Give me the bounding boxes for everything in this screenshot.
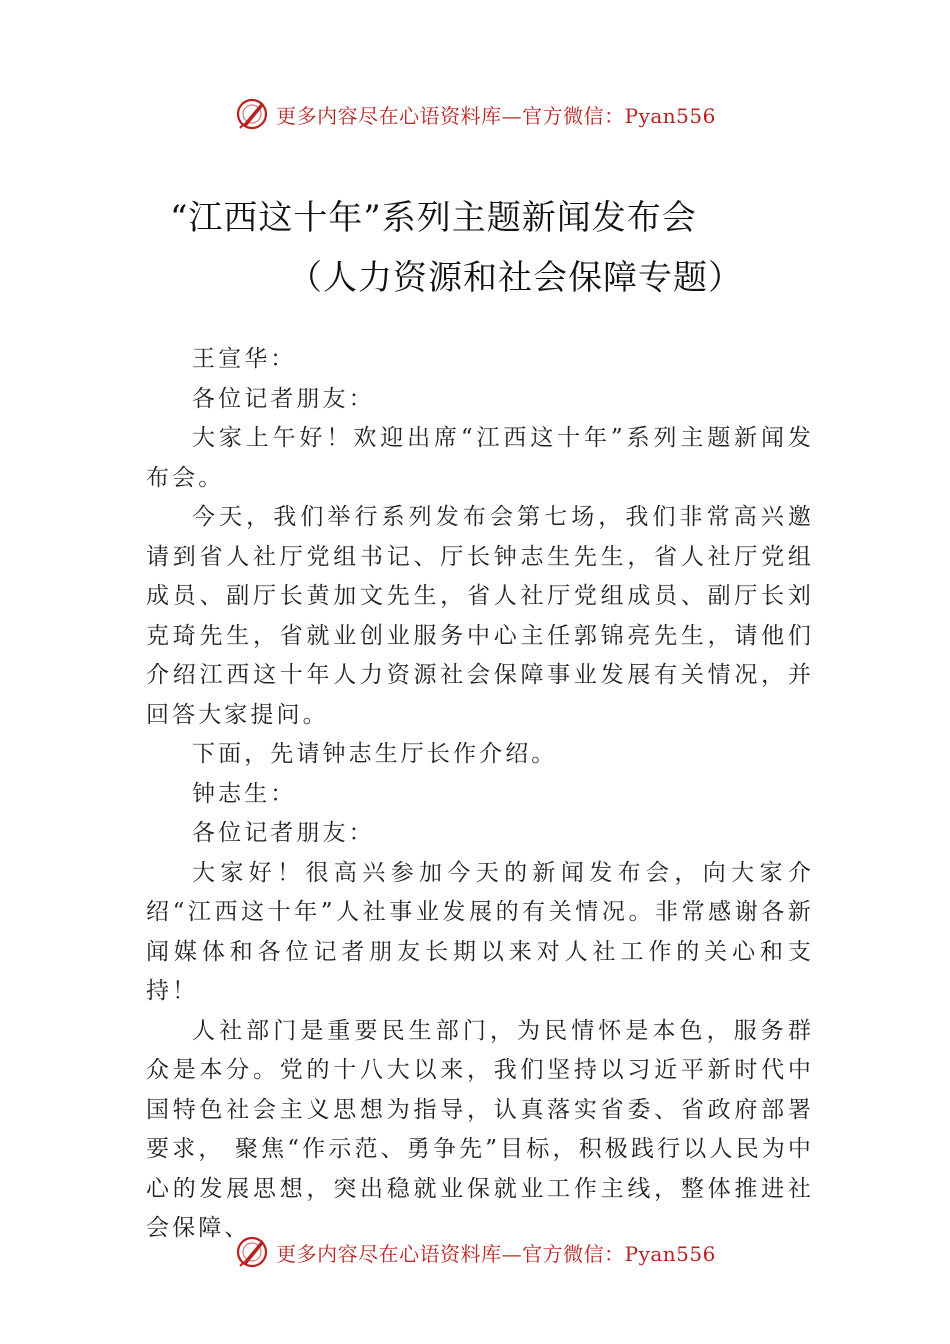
document-subtitle: （人力资源和社会保障专题） (288, 258, 743, 298)
paragraph: 大家上午好！欢迎出席“江西这十年”系列主题新闻发布会。 (146, 425, 814, 491)
header-banner (0, 94, 950, 134)
quill-logo-icon (234, 1234, 270, 1270)
paragraph: 下面，先请钟志生厅长作介绍。 (192, 741, 558, 767)
paragraph: 大家好！很高兴参加今天的新闻发布会，向大家介绍“江西这十年”人社事业发展的有关情况。非常感谢各新闻媒体和各位记者朋友长期以来对人社工作的关心和支持！ (146, 859, 814, 1004)
salutation: 各位记者朋友： (192, 820, 375, 846)
banner-text: 更多内容尽在心语资料库—官方微信：Pyan556 (276, 1241, 716, 1266)
document-body (146, 340, 814, 1249)
quill-logo-icon (234, 96, 270, 132)
paragraph: 人社部门是重要民生部门，为民情怀是本色，服务群众是本分。党的十八大以来，我们坚持以习近平新时代中国特色社会主义思想为指导，认真落实省委、省政府部署要求， 聚焦“作示范、勇争先”目标，积极践行以人民为中心的发展思想，突出稳就业保就业工作主线，整体推进社会保障、 (146, 1017, 814, 1241)
banner-text: 更多内容尽在心语资料库—官方微信：Pyan556 (276, 103, 716, 128)
speaker-name: 钟志生： (192, 780, 297, 807)
document-title: “江西这十年”系列主题新闻发布会 (170, 198, 697, 238)
paragraph: 今天，我们举行系列发布会第七场，我们非常高兴邀请到省人社厅党组书记、厅长钟志生先生，省人社厅党组成员、副厅长黄加文先生，省人社厅党组成员、副厅长刘克琦先生，省就业创业服务中心主任郭锦亮先生，请他们介绍江西这十年人力资源社会保障事业发展有关情况，并回答大家提问。 (146, 504, 814, 728)
speaker-name: 王宣华： (192, 346, 297, 372)
footer-banner (0, 1232, 950, 1272)
salutation: 各位记者朋友： (192, 385, 375, 412)
